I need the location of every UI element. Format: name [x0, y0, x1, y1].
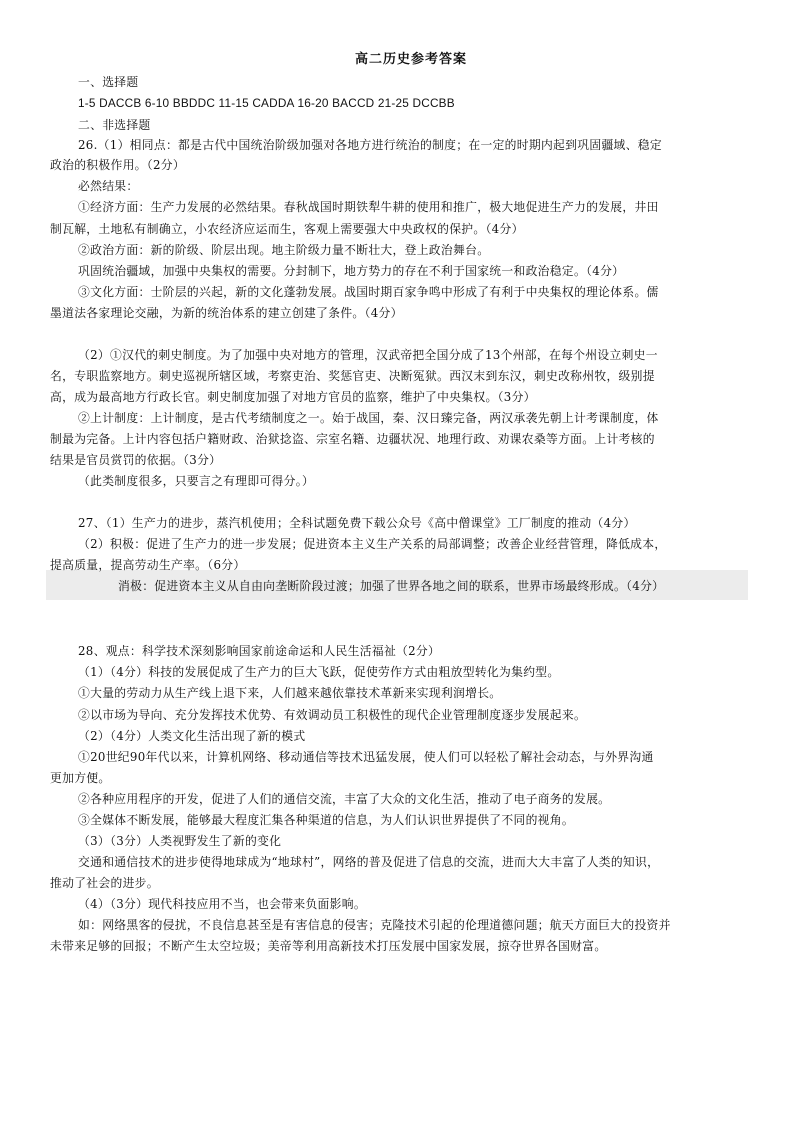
q28-line: 28、观点：科学技术深刻影响国家前途命运和人民生活福祉（2分） [78, 644, 441, 658]
q26-line: （2）①汉代的刺史制度。为了加强中央对地方的管理，汉武帝把全国分成了13个州部，在每个州设立刺史一 [78, 348, 658, 362]
q26-line: 制瓦解，土地私有制确立，小农经济应运而生，客观上需要强大中央政权的保护。（4分） [50, 222, 524, 236]
section-heading-nonchoice: 二、非选择题 [78, 118, 151, 132]
q28-line: ②以市场为导向、充分发挥技术优势、有效调动员工积极性的现代企业管理制度逐步发展起来。 [78, 708, 587, 722]
q28-line: （1）（4分）科技的发展促成了生产力的巨大飞跃，促使劳作方式由粗放型转化为集约型。 [78, 665, 560, 679]
page-title: 高二历史参考答案 [355, 52, 468, 67]
q28-line: （4）（3分）现代科技应用不当，也会带来负面影响。 [78, 897, 366, 911]
q27-line: 消极：促进资本主义从自由向垄断阶段过渡；加强了世界各地之间的联系，世界市场最终形成。（4分） [118, 579, 665, 593]
q28-line: ①20世纪90年代以来，计算机网络、移动通信等技术迅猛发展，使人们可以轻松了解社会动态，与外界沟通 [78, 750, 654, 764]
q28-line: 未带来足够的回报；不断产生太空垃圾；美帝等利用高新技术打压发展中国家发展，掠夺世界各国财富。 [50, 939, 607, 953]
q27-line: （2）积极：促进了生产力的进一步发展；促进资本主义生产关系的局部调整；改善企业经营管理，降低成本， [78, 537, 667, 551]
q26-line: 墨道法各家理论交融，为新的统治体系的建立创建了条件。（4分） [50, 306, 403, 320]
q28-line: （3）（3分）人类视野发生了新的变化 [78, 834, 282, 848]
q28-line: 交通和通信技术的进步使得地球成为“地球村”，网络的普及促进了信息的交流，进而大大丰富了人类的知识， [78, 855, 660, 869]
q26-line: 名，专职监察地方。刺史巡视所辖区域，考察吏治、奖惩官吏、决断冤狱。西汉末到东汉，刺史改称州牧，级别提 [50, 369, 655, 383]
q26-line: 结果是官员赏罚的依据。（3分） [50, 453, 222, 467]
q26-line: 26.（1）相同点：都是古代中国统治阶级加强对各地方进行统治的制度；在一定的时期内起到巩固疆域、稳定 [78, 138, 662, 152]
q26-line: 巩固统治疆域，加强中央集权的需要。分封制下，地方势力的存在不利于国家统一和政治稳定。（4分） [78, 264, 625, 278]
q28-line: 如：网络黑客的侵扰，不良信息甚至是有害信息的侵害；克隆技术引起的伦理道德问题；航天方面巨大的投资并 [78, 918, 671, 932]
q26-line: 制最为完备。上计内容包括户籍财政、治狱捻盗、宗室名籍、边疆状况、地理行政、劝课农桑等方面。上计考核的 [50, 432, 655, 446]
q28-line: ②各种应用程序的开发，促进了人们的通信交流，丰富了大众的文化生活，推动了电子商务的发展。 [78, 792, 611, 806]
q26-line: 高，成为最高地方行政长官。刺史制度加强了对地方官员的监察，维护了中央集权。（3分） [50, 390, 536, 404]
q26-line: ②政治方面：新的阶级、阶层出现。地主阶级力量不断壮大，登上政治舞台。 [78, 243, 490, 257]
q28-line: ①大量的劳动力从生产线上退下来，人们越来越依靠技术革新来实现利润增长。 [78, 686, 502, 700]
q28-line: 推动了社会的进步。 [50, 876, 159, 890]
q27-line: 提高质量，提高劳动生产率。（6分） [50, 558, 246, 572]
q28-line: （2）（4分）人类文化生活出现了新的模式 [78, 729, 306, 743]
section-heading-choice: 一、选择题 [78, 75, 139, 89]
q28-line: 更加方便。 [50, 771, 111, 785]
q26-line: ③文化方面：士阶层的兴起，新的文化蓬勃发展。战国时期百家争鸣中形成了有利于中央集权的理论体系。儒 [78, 285, 659, 299]
q26-line: 政治的积极作用。（2分） [50, 158, 185, 172]
q26-line: 必然结果： [78, 179, 139, 193]
q26-note: （此类制度很多，只要言之有理即可得分。） [78, 474, 315, 488]
q26-line: ②上计制度：上计制度，是古代考绩制度之一。始于战国，秦、汉日臻完备，两汉承袭先朝上计考课制度，体 [78, 411, 659, 425]
choice-answers: 1-5 DACCB 6-10 BBDDC 11-15 CADDA 16-20 BACCD 21-25 DCCBB [78, 96, 455, 110]
q27-line: 27、（1）生产力的进步，蒸汽机使用；全科试题免费下载公众号《高中僧课堂》工厂制度的推动（4分） [78, 516, 636, 530]
q26-line: ①经济方面：生产力发展的必然结果。春秋战国时期铁犁牛耕的使用和推广，极大地促进生产力的发展，井田 [78, 200, 659, 214]
q28-line: ③全媒体不断发展，能够最大程度汇集各种渠道的信息，为人们认识世界提供了不同的视角。 [78, 813, 574, 827]
